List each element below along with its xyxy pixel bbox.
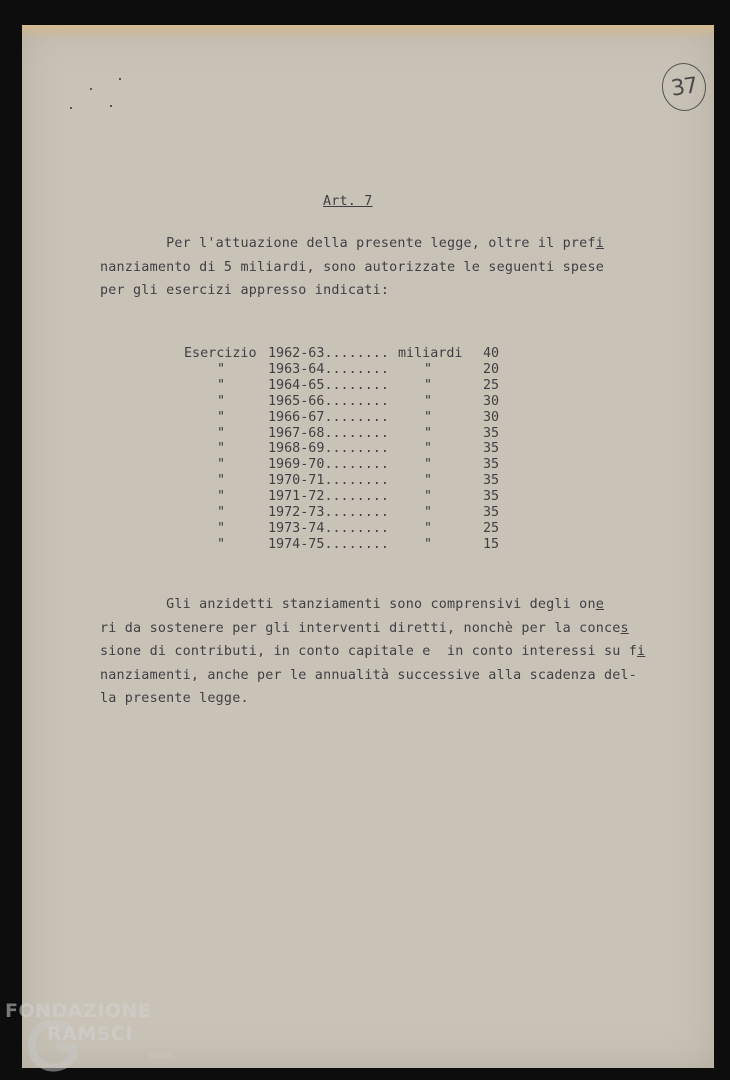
paragraph2-line1-underlined: e — [595, 597, 604, 612]
row-leader-dots: ........ — [324, 361, 389, 377]
row-amount: 35 — [483, 489, 500, 505]
row-year-value: 1962-63 — [268, 346, 325, 361]
table-row — [0, 505, 520, 521]
row-ditto: " — [217, 409, 226, 425]
row-label: Esercizio — [184, 346, 257, 361]
paragraph2-line3-underlined: i — [637, 644, 646, 659]
row-ditto: " — [217, 505, 226, 520]
row-amount: 30 — [483, 393, 500, 409]
row-leader-dots: ........ — [324, 520, 389, 536]
row-year — [268, 394, 389, 409]
row-year — [268, 426, 389, 441]
table-row — [0, 426, 520, 442]
watermark-line2: RAMSCI — [47, 1023, 133, 1045]
row-unit-ditto: " — [424, 393, 433, 409]
row-ditto: " — [217, 473, 226, 489]
row-leader-dots: ........ — [324, 425, 389, 441]
row-unit-ditto: " — [424, 489, 433, 505]
row-ditto: " — [217, 377, 226, 393]
row-amount: 35 — [483, 441, 500, 457]
row-amount: 25 — [483, 520, 500, 536]
row-year-value: 1972-73 — [268, 505, 325, 520]
row-year — [268, 457, 389, 472]
paragraph2-line4: nanziamenti, anche per le annualità successive alla scadenza del- — [100, 667, 638, 683]
row-amount: 35 — [483, 505, 500, 520]
row-amount: 35 — [483, 457, 500, 473]
row-year — [268, 521, 389, 536]
paragraph2-line1-text: Gli anzidetti stanziamenti sono comprensivi degli on — [100, 597, 596, 612]
table-row — [0, 410, 520, 426]
row-amount: 30 — [483, 409, 500, 425]
row-year — [268, 505, 389, 520]
row-ditto: " — [217, 457, 226, 473]
row-year — [268, 473, 389, 488]
row-year — [268, 362, 389, 377]
table-row — [0, 441, 520, 457]
article-title: Art. 7 — [323, 194, 373, 209]
watermark-line3: onlus — [149, 1051, 174, 1061]
row-ditto: " — [217, 425, 226, 441]
table-row — [0, 537, 520, 553]
row-ditto: " — [217, 489, 226, 505]
row-unit-ditto: " — [424, 473, 433, 489]
row-year-value: 1966-67 — [268, 409, 325, 425]
row-unit: miliardi — [398, 346, 463, 361]
row-year-value: 1971-72 — [268, 489, 325, 505]
paragraph1-line1-text: Per l'attuazione della presente legge, oltre il pref — [100, 236, 596, 251]
row-unit-ditto: " — [424, 361, 433, 377]
row-year-value: 1963-64 — [268, 361, 325, 377]
table-row — [0, 489, 520, 505]
paragraph2-line2-text: ri da sostenere per gli interventi diretti, nonchè per la conce — [100, 620, 621, 636]
row-leader-dots: ........ — [324, 377, 389, 393]
paragraph2-line5: la presente legge. — [100, 691, 249, 706]
row-year — [268, 489, 389, 504]
watermark-line1: FONDAZIONE — [5, 1000, 152, 1022]
row-amount: 40 — [483, 346, 500, 361]
row-year-value: 1969-70 — [268, 457, 325, 473]
row-unit-ditto: " — [424, 536, 433, 552]
row-ditto: " — [217, 393, 226, 409]
row-year — [268, 378, 389, 393]
row-amount: 25 — [483, 377, 500, 393]
row-leader-dots: ........ — [324, 393, 389, 409]
row-year-value: 1965-66 — [268, 393, 325, 409]
row-year-value: 1968-69 — [268, 441, 325, 457]
row-leader-dots: ........ — [324, 441, 389, 457]
paragraph2-line1 — [100, 597, 604, 612]
row-year-value: 1970-71 — [268, 473, 325, 489]
row-unit-ditto: " — [424, 409, 433, 425]
row-leader-dots: ........ — [324, 346, 389, 361]
row-year — [268, 537, 389, 552]
table-row — [0, 394, 520, 410]
paragraph-allocations — [100, 593, 645, 711]
row-unit-ditto: " — [424, 441, 433, 457]
page-number-stamp — [659, 60, 709, 114]
row-amount: 35 — [483, 425, 500, 441]
paragraph2-line2-underlined: s — [620, 620, 629, 636]
row-leader-dots: ........ — [324, 489, 389, 505]
row-leader-dots: ........ — [324, 457, 389, 473]
paragraph1-line1 — [100, 236, 604, 251]
table-row — [0, 457, 520, 473]
row-unit-ditto: " — [424, 457, 433, 473]
table-row — [0, 346, 520, 362]
row-year-value: 1974-75 — [268, 536, 325, 552]
row-amount: 20 — [483, 361, 500, 377]
watermark-logo — [5, 1000, 195, 1075]
row-leader-dots: ........ — [324, 473, 389, 489]
row-year — [268, 410, 389, 425]
row-amount: 35 — [483, 473, 500, 489]
row-year-value: 1967-68 — [268, 425, 325, 441]
page-number: 37 — [669, 72, 699, 102]
row-unit-ditto: " — [424, 377, 433, 393]
row-unit-ditto: " — [424, 520, 433, 536]
table-row — [0, 378, 520, 394]
row-unit-ditto: " — [424, 505, 433, 520]
paragraph2-line3 — [100, 644, 645, 659]
row-year-value: 1973-74 — [268, 520, 325, 536]
table-row — [0, 362, 520, 378]
table-row — [0, 521, 520, 537]
row-ditto: " — [217, 520, 226, 536]
paragraph-authorization — [100, 232, 604, 303]
row-ditto: " — [217, 441, 226, 457]
row-leader-dots: ........ — [324, 505, 389, 520]
row-ditto: " — [217, 361, 226, 377]
table-row — [0, 473, 520, 489]
row-year-value: 1964-65 — [268, 377, 325, 393]
row-ditto: " — [217, 536, 226, 552]
row-leader-dots: ........ — [324, 409, 389, 425]
row-leader-dots: ........ — [324, 536, 389, 552]
row-unit-ditto: " — [424, 425, 433, 441]
paragraph1-line3: per gli esercizi appresso indicati: — [100, 283, 390, 298]
paragraph2-line3-text: sione di contributi, in conto capitale e in conto interessi su f — [100, 644, 638, 659]
row-amount: 15 — [483, 536, 500, 552]
row-year — [268, 346, 389, 361]
paragraph1-line1-underlined: i — [595, 236, 604, 251]
paragraph2-line2 — [100, 621, 629, 636]
row-year — [268, 441, 389, 456]
paragraph1-line2: nanziamento di 5 miliardi, sono autorizzate le seguenti spese — [100, 259, 604, 275]
